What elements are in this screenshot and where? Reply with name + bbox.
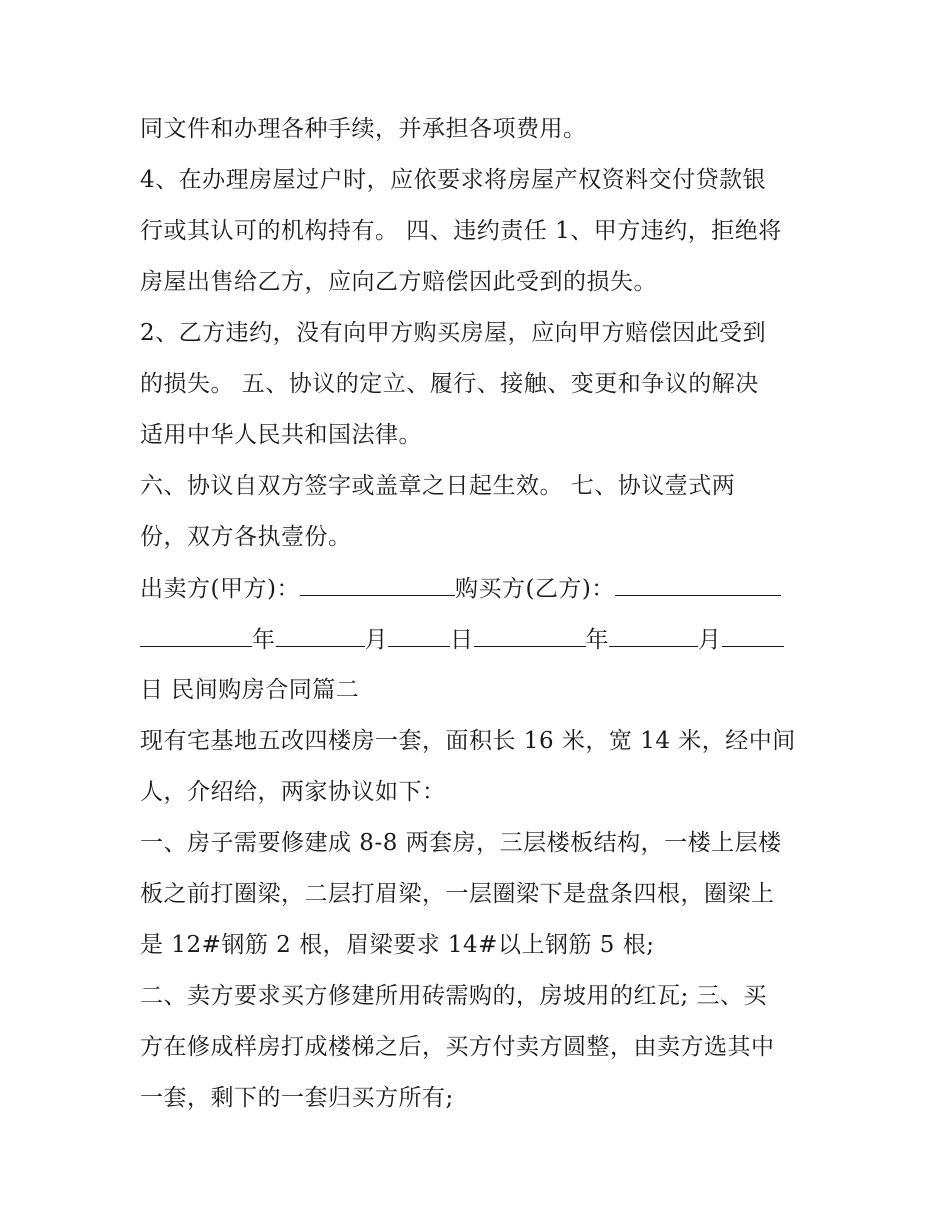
seller-signature-blank — [300, 573, 455, 596]
signature-date-line — [140, 624, 784, 655]
seller-day-blank — [388, 624, 450, 647]
text-line: 同文件和办理各种手续，并承担各项费用。 — [140, 116, 587, 142]
text-line: 适用中华人民共和国法律。 — [140, 422, 422, 448]
text-line: 人，介绍给，两家协议如下： — [140, 779, 446, 805]
text-line: 日 民间购房合同篇二 — [140, 677, 360, 703]
text-line: 的损失。 五、协议的定立、履行、接触、变更和争议的解决 — [140, 371, 759, 397]
text-line: 4、在办理房屋过户时，应依要求将房屋产权资料交付贷款银 — [140, 167, 767, 193]
buyer-signature-blank — [615, 573, 781, 596]
year-label: 年 — [585, 627, 609, 653]
text-line: 板之前打圈梁，二层打眉梁，一层圈梁下是盘条四根，圈梁上 — [140, 881, 775, 907]
signature-parties-line — [140, 573, 781, 604]
buyer-year-blank — [474, 624, 586, 647]
text-line: 是 12#钢筋 2 根，眉梁要求 14#以上钢筋 5 根; — [140, 932, 655, 958]
text-line: 一套，剩下的一套归买方所有; — [140, 1085, 454, 1111]
buyer-day-blank — [722, 624, 784, 647]
day-label: 日 — [450, 627, 474, 653]
text-line: 份，双方各执壹份。 — [140, 524, 352, 550]
seller-year-blank — [140, 624, 252, 647]
text-line: 房屋出售给乙方，应向乙方赔偿因此受到的损失。 — [140, 269, 657, 295]
text-line: 二、卖方要求买方修建所用砖需购的，房坡用的红瓦; 三、买 — [140, 983, 768, 1009]
text-line: 2、乙方违约，没有向甲方购买房屋，应向甲方赔偿因此受到 — [140, 320, 767, 346]
seller-month-blank — [276, 624, 365, 647]
buyer-label: 购买方(乙方)： — [454, 576, 615, 602]
text-line: 一、房子需要修建成 8-8 两套房，三层楼板结构，一楼上层楼 — [140, 830, 782, 856]
month-label: 月 — [364, 627, 388, 653]
text-line: 六、协议自双方签字或盖章之日起生效。 七、协议壹式两 — [140, 473, 736, 499]
year-label: 年 — [252, 627, 276, 653]
text-line: 行或其认可的机构持有。 四、违约责任 1、甲方违约，拒绝将 — [140, 218, 782, 244]
month-label: 月 — [698, 627, 722, 653]
seller-label: 出卖方(甲方)： — [140, 576, 300, 602]
text-line: 现有宅基地五改四楼房一套，面积长 16 米，宽 14 米，经中间 — [140, 728, 796, 754]
buyer-month-blank — [609, 624, 698, 647]
text-line: 方在修成样房打成楼梯之后，买方付卖方圆整，由卖方选其中 — [140, 1034, 775, 1060]
